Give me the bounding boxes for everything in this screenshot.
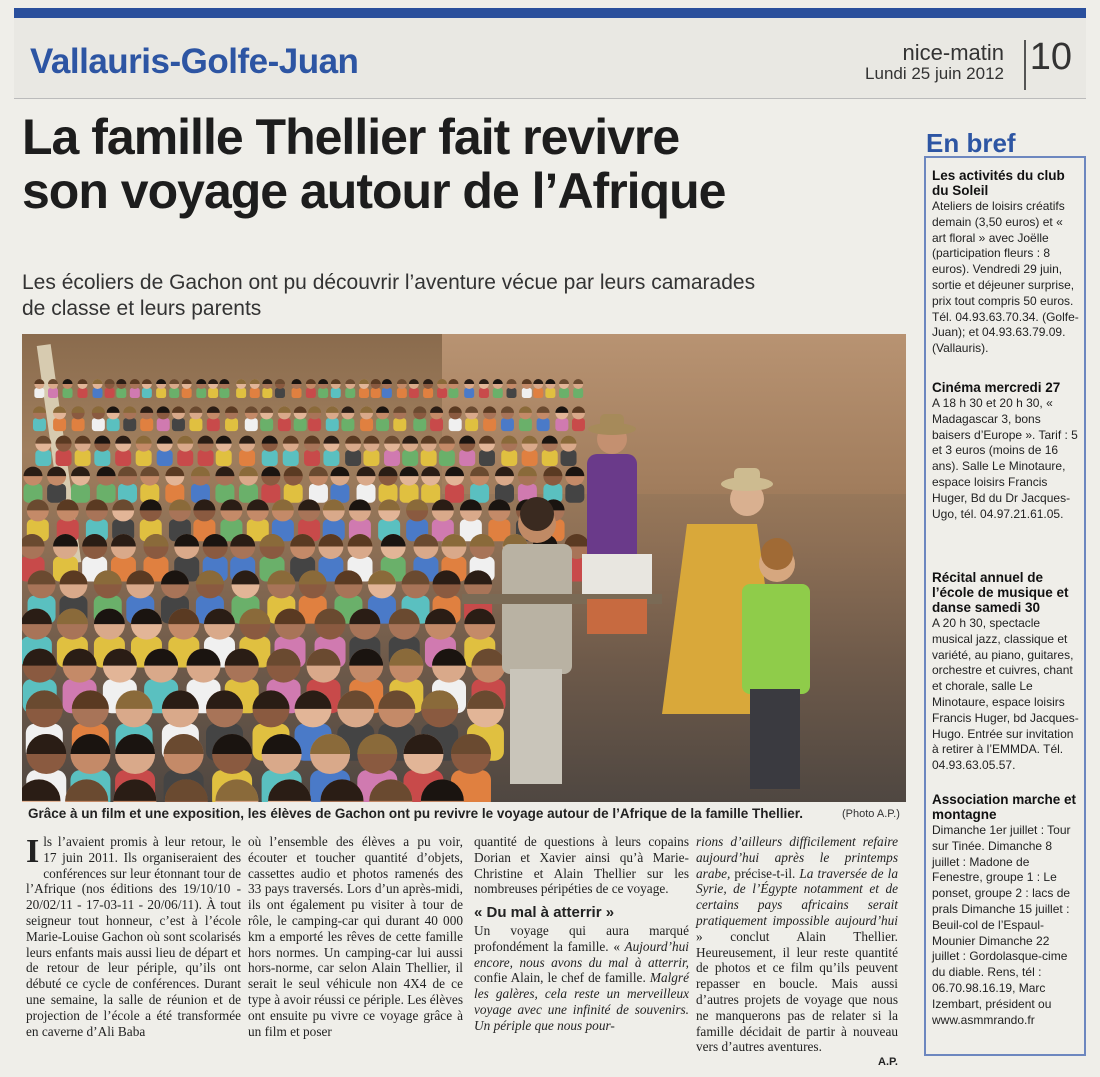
crowd-child-body: [397, 388, 407, 398]
column-3-text-c: confie Alain, le chef de famille.: [474, 970, 646, 986]
crowd-child-hair: [522, 379, 532, 384]
crowd-child-hair: [56, 436, 72, 444]
crowd-child-hair: [564, 534, 589, 547]
crowd-child-hair: [136, 436, 152, 444]
crowd-child-hair: [409, 379, 419, 384]
crowd-child-hair: [245, 406, 258, 413]
crowd-child-body: [196, 388, 206, 398]
article-headline: [22, 110, 912, 218]
crowd-child-hair: [561, 436, 577, 444]
crowd-child-body: [189, 418, 202, 431]
crowd-child-hair: [507, 379, 517, 384]
brief-text: Ateliers de loisirs créatifs demain (3,50 euros) et « art floral » avec Joëlle (participation fleurs : 8 euros). Vendredi 29 juin, sortie et déjeuner surprise, prix tout compris 50 euros. Tél. 04.93.63.70.34. (Golfe-Juan); et 04.93.63.79.09. (Vallauris).: [932, 199, 1079, 356]
crowd-child-hair: [318, 379, 328, 384]
column-2-text: où l’ensemble des élèves a pu voir, écouter et toucher quantité d’objets, cassettes audio et photos ramenés des 33 pays traversés. Lors d’un après-midi, ils ont également pu visiter à tour de rôle, le camping-car qui durant 40 000 km a emporté les rêves de cette famille hors normes. Un camping-car lui aussi hors-norme, car selon Alain Thellier, il serait le seul véhicule non 4X4 de ce type à avoir réussi ce périple. Les élèves ont ensuite pu vivre ce voyage grâce à un film et poser: [248, 834, 463, 1039]
crowd-child-hair: [402, 436, 418, 444]
crowd-child-body: [207, 418, 220, 431]
crowd-child-hair: [495, 467, 514, 477]
crowd-child-body: [216, 450, 232, 466]
crowd-child-hair: [93, 379, 103, 384]
article-column-2: [248, 834, 463, 1039]
crowd-child-hair: [479, 436, 495, 444]
crowd-child-body: [437, 388, 447, 398]
crowd-child-hair: [77, 379, 87, 384]
crowd-child-body: [157, 418, 170, 431]
brief-title: Les activités du club du Soleil: [932, 168, 1065, 198]
crowd-child-body: [169, 388, 179, 398]
crowd-child-hair: [501, 406, 514, 413]
crowd-child-hair: [142, 379, 152, 384]
crowd-child-hair: [537, 406, 550, 413]
crowd-child-body: [157, 450, 173, 466]
crowd-child-body: [459, 450, 475, 466]
crowd-child-hair: [363, 436, 379, 444]
brief-item: [932, 168, 1080, 357]
crowd-child-body: [545, 388, 555, 398]
crowd-child-hair: [239, 436, 255, 444]
crowd-child-hair: [533, 379, 543, 384]
crowd-child-body: [413, 418, 426, 431]
crowd-child-hair: [169, 379, 179, 384]
brief-item: [932, 792, 1080, 1028]
crowd-child-hair: [326, 406, 339, 413]
photo-credit: (Photo A.P.): [842, 808, 900, 820]
newspaper-name: nice-matin: [902, 40, 1004, 65]
crowd-child-body: [56, 450, 72, 466]
publication-date: Lundi 25 juin 2012: [865, 64, 1004, 83]
top-color-bar: [14, 8, 1086, 18]
crowd-child-hair: [156, 379, 166, 384]
crowd-child-body: [219, 388, 229, 398]
crowd-child-body: [448, 388, 458, 398]
crowd-child-body: [116, 388, 126, 398]
crowd-child-body: [94, 450, 110, 466]
crowd-child-hair: [123, 406, 136, 412]
crowd-child-hair: [207, 406, 220, 413]
crowd-child-body: [376, 418, 389, 431]
brief-text: A 20 h 30, spectacle musical jazz, classique et variété, au piano, guitares, orchestre et cuivres, chant et chorale, salle Le Minotaure, espace loisirs Francis Huger, bd Jacques-Hugo. Entrée sur invitation à retirer à l’EMMDA. Tél. 04.93.63.05.57.: [932, 616, 1079, 773]
brief-title: Cinéma mercredi 27: [932, 380, 1061, 395]
crowd-child-body: [107, 418, 120, 431]
crowd-child-body: [402, 450, 418, 466]
crowd-child-body: [483, 418, 496, 431]
crowd-child-body: [421, 484, 440, 503]
crowd-child-body: [465, 418, 478, 431]
drop-cap: I: [26, 833, 40, 870]
crowd-child-hair: [116, 379, 126, 384]
brief-text: A 18 h 30 et 20 h 30, « Madagascar 3, bons baisers d’Europe ». Tarif : 5 et 3 euros (moins de 16 ans). Salle Le Minotaure, espace loisirs Francis Huger, Bd du Dr Jacques-Ugo, tél. 04.97.21.61.05.: [932, 396, 1078, 521]
crowd-child-hair: [105, 379, 115, 384]
crowd-child-body: [537, 418, 550, 431]
crowd-child-hair: [445, 467, 464, 477]
crowd-child-hair: [63, 379, 73, 384]
crowd-child-hair: [278, 406, 291, 413]
crowd-child-body: [93, 388, 103, 398]
crowd-child-body: [439, 450, 455, 466]
crowd-child-hair: [448, 379, 458, 384]
crowd-child-body: [71, 484, 90, 503]
crowd-child-body: [304, 450, 320, 466]
crowd-child-body: [236, 388, 246, 398]
crowd-child-hair: [309, 467, 328, 476]
crowd-child-body: [245, 418, 258, 431]
crowd-child-hair: [545, 379, 555, 384]
crowd-child-hair: [182, 379, 192, 384]
crowd-child-body: [423, 388, 433, 398]
crowd-child-body: [172, 418, 185, 431]
crowd-child-hair: [323, 436, 339, 444]
crowd-child-hair: [382, 379, 392, 384]
crowd-child-hair: [262, 379, 272, 384]
column-4-text-b: » conclut Alain Thellier. Heureusement, il leur reste quantité de photos et ce film qu’ils peuvent repasser en boucle. Mais aussi d’autres projets de voyage que nous ne manquerons pas de relater si la famille décidait de partir à nouveau vers d’autres aventures.: [696, 928, 898, 1055]
column-4-quote-2: La traversée de la Syrie, de l’Égypte notamment et de certains pays africains serait pratiquement impossible aujourd’hui: [696, 865, 898, 928]
crowd-child-body: [430, 418, 443, 431]
crowd-child-hair: [275, 379, 285, 384]
crowd-child-hair: [459, 436, 475, 444]
page-number: 10: [1029, 36, 1072, 78]
intertitle: « Du mal à atterrir »: [474, 904, 615, 922]
brief-text: Dimanche 1er juillet : Tour sur Tinée. Dimanche 8 juillet : Madone de Fenestre, groupe 1 : Le ponset, groupe 2 : lacs de prals Dimanche 15 juillet : Beuil-col de l’Espaul-Mounier Dimanche 22 juillet : Gordolasque-cime du diable. Rens, tél : 06.70.98.16.19, Marc Izembart, président ou www.asmmrando.fr: [932, 823, 1071, 1027]
crowd-child-body: [559, 388, 569, 398]
crowd-child-body: [115, 450, 131, 466]
crowd-child-hair: [75, 436, 91, 444]
crowd-child-hair: [130, 379, 140, 384]
crowd-child-body: [493, 388, 503, 398]
crowd-child-body: [306, 388, 316, 398]
crowd-child-hair: [239, 467, 258, 477]
crowd-child-hair: [71, 467, 90, 477]
headline-line-2: son voyage autour de l’Afrique: [22, 163, 726, 219]
crowd-child-body: [130, 388, 140, 398]
crowd-child-body: [136, 450, 152, 466]
crowd-child-hair: [345, 436, 361, 444]
crowd-child-hair: [437, 379, 447, 384]
crowd-child-hair: [479, 379, 489, 384]
crowd-child-hair: [191, 467, 210, 477]
crowd-child-body: [225, 418, 238, 431]
crowd-child-body: [177, 450, 193, 466]
crowd-child-hair: [345, 379, 355, 384]
crowd-child-hair: [250, 379, 260, 384]
crowd-child-body: [105, 388, 115, 398]
crowd-child-hair: [157, 406, 170, 413]
crowd-child-hair: [341, 406, 354, 413]
brief-item: [932, 380, 1080, 522]
crowd-child-body: [421, 450, 437, 466]
crowd-child-hair: [33, 406, 46, 413]
crowd-child-body: [208, 388, 218, 398]
crowd-child-hair: [225, 406, 238, 413]
crowd-child-body: [326, 418, 339, 431]
crowd-child-body: [77, 388, 87, 398]
crowd-child-body: [323, 450, 339, 466]
crowd-child-hair: [196, 379, 206, 384]
crowd-child-body: [47, 484, 66, 503]
crowd-child-hair: [565, 467, 584, 477]
crowd-child-body: [284, 484, 303, 503]
crowd-child-hair: [470, 467, 489, 477]
crowd-child-hair: [208, 379, 218, 384]
crowd-child-hair: [292, 379, 302, 384]
crowd-child-body: [345, 388, 355, 398]
crowd-child-body: [360, 418, 373, 431]
crowd-child-body: [262, 388, 272, 398]
crowd-child-hair: [573, 379, 583, 384]
crowd-child-hair: [439, 436, 455, 444]
crowd-child-hair: [140, 467, 159, 477]
crowd-child-hair: [172, 406, 185, 413]
crowd-child-body: [501, 450, 517, 466]
crowd-child-body: [464, 388, 474, 398]
crowd-child-body: [278, 418, 291, 431]
crowd-child-hair: [543, 467, 562, 477]
crowd-child-body: [542, 450, 558, 466]
crowd-child-body: [182, 388, 192, 398]
crowd-child-body: [239, 450, 255, 466]
crowd-child-body: [123, 418, 136, 431]
article-column-1: [26, 834, 241, 1039]
crowd-child-hair: [260, 406, 273, 413]
crowd-child-body: [393, 418, 406, 431]
crowd-child-body: [72, 418, 85, 431]
crowd-child-hair: [283, 436, 299, 444]
crowd-child-body: [565, 484, 584, 503]
crowd-child-body: [331, 388, 341, 398]
crowd-child-body: [308, 418, 321, 431]
crowd-child-body: [250, 388, 260, 398]
crowd-child-body: [48, 388, 58, 398]
crowd-child-body: [507, 388, 517, 398]
crowd-child-body: [294, 418, 307, 431]
crowd-child-hair: [115, 436, 131, 444]
article-column-3: [474, 834, 689, 1034]
photo-caption: Grâce à un film et une exposition, les élèves de Gachon ont pu revivre le voyage autour de l’Afrique de la famille Thellier.: [28, 806, 803, 821]
crowd-child-hair: [421, 467, 440, 477]
crowd-child-body: [533, 388, 543, 398]
crowd-child-hair: [236, 379, 246, 384]
crowd-child-hair: [219, 379, 229, 384]
crowd-child-hair: [118, 467, 137, 477]
crowd-child-body: [92, 418, 105, 431]
crowd-child-hair: [449, 406, 462, 413]
crowd-child-hair: [483, 406, 496, 413]
crowd-child-hair: [53, 406, 66, 412]
crowd-child-hair: [360, 406, 373, 413]
crowd-child-body: [479, 388, 489, 398]
crowd-child-body: [522, 388, 532, 398]
crowd-child-hair: [430, 406, 443, 413]
crowd-child-hair: [157, 436, 173, 444]
crowd-child-hair: [423, 379, 433, 384]
column-3-quote-2: Malgré les galères, cela reste un merveilleux voyage avec une infinité de souvenirs. Un périple que nous pour-: [474, 970, 690, 1033]
crowd-child-hair: [493, 379, 503, 384]
crowd-child-hair: [177, 436, 193, 444]
crowd-child-body: [292, 388, 302, 398]
crowd-child-body: [445, 484, 464, 503]
crowd-child-body: [198, 450, 214, 466]
crowd-child-body: [555, 418, 568, 431]
crowd-child-hair: [34, 379, 44, 384]
crowd-child-body: [573, 388, 583, 398]
crowd-child-body: [363, 450, 379, 466]
crowd-child-hair: [359, 379, 369, 384]
crowd-child-hair: [518, 467, 537, 477]
crowd-child-body: [262, 450, 278, 466]
crowd-child-hair: [306, 379, 316, 384]
crowd-child-hair: [572, 406, 585, 413]
crowd-child-body: [156, 388, 166, 398]
crowd-child-body: [261, 484, 280, 503]
crowd-child-hair: [140, 406, 153, 413]
crowd-child-body: [345, 450, 361, 466]
crowd-child-body: [33, 418, 46, 431]
crowd-child-body: [260, 418, 273, 431]
crowd-child-hair: [308, 406, 321, 413]
crowd-child-hair: [357, 467, 376, 477]
headline-line-1: La famille Thellier fait revivre: [22, 109, 680, 165]
crowd-child-body: [449, 418, 462, 431]
presenter-figure: [587, 414, 637, 564]
crowd-child-hair: [97, 467, 116, 477]
article-subheadline: [22, 270, 912, 322]
crowd-child-body: [479, 450, 495, 466]
crowd-child-body: [572, 418, 585, 431]
crowd-child-hair: [371, 379, 381, 384]
crowd-child-hair: [92, 406, 105, 413]
crowd-child-body: [561, 450, 577, 466]
column-1-text: ls l’avaient promis à leur retour, le 17 juin 2011. Ils organiseraient des conférences sur leur étonnant tour de l’Afrique (nos éditions des 19/10/10 - 20/02/11 - 17-03-11 - 20/06/11). À tout seigneur tout honneur, c’est à l’école Marie-Louise Gachon où sont scolarisés leurs enfants mais aussi lieu de départ et de retour de leur périple, qu’ils ont débuté ce cycle de conférences. Durant une semaine, la salle de réunion et de projection de l’école a été transformée en caverne d’Ali Baba: [26, 834, 241, 1039]
crowd-child-hair: [47, 467, 66, 477]
crowd-child-body: [359, 388, 369, 398]
crowd-child-hair: [555, 406, 568, 413]
crowd-child-body: [522, 450, 538, 466]
crowd-child-body: [409, 388, 419, 398]
section-title: Vallauris-Golfe-Juan: [30, 42, 359, 81]
crowd-child-hair: [262, 436, 278, 444]
crowd-child-body: [283, 450, 299, 466]
crowd-child-body: [382, 388, 392, 398]
crowd-child-body: [53, 418, 66, 431]
crowd-child-hair: [261, 467, 280, 477]
crowd-child-body: [75, 450, 91, 466]
crowd-child-hair: [284, 467, 303, 477]
crowd-child-hair: [189, 406, 202, 413]
crowd-child-hair: [48, 379, 58, 384]
crowd-child-hair: [384, 436, 400, 444]
crowd-child-hair: [94, 436, 110, 444]
crowd-child-hair: [330, 467, 349, 477]
crowd-child-body: [275, 388, 285, 398]
page-header: [14, 18, 1086, 99]
brief-item: [932, 570, 1080, 774]
crowd-child-hair: [379, 467, 398, 477]
crowd-child-hair: [107, 406, 120, 413]
column-3-text-b: Un voyage qui aura marqué profondément la famille. «: [474, 922, 689, 954]
crowd-child-hair: [165, 467, 184, 477]
crowd-child-hair: [72, 406, 85, 413]
author-signature: A.P.: [878, 1056, 898, 1069]
crowd-child-hair: [421, 436, 437, 444]
crowd-child-hair: [331, 379, 341, 384]
crowd-child-hair: [522, 436, 538, 444]
brief-title: Association marche et montagne: [932, 792, 1077, 822]
crowd-child-hair: [24, 467, 43, 477]
crowd-child-hair: [198, 436, 214, 444]
crowd-child-body: [341, 418, 354, 431]
crowd-child-body: [142, 388, 152, 398]
subheadline-line-2: de classe et leurs parents: [22, 297, 262, 320]
crowd-child-hair: [304, 436, 320, 444]
crowd-child-hair: [215, 467, 234, 477]
crowd-child-body: [35, 450, 51, 466]
crowd-child-hair: [464, 379, 474, 384]
crowd-child-hair: [519, 406, 532, 413]
column-3-text-a: quantité de questions à leurs copains Dorian et Xavier ainsi qu’à Marie-Christine et Alain Thellier sur les nombreuses péripéties de ce voyage.: [474, 834, 689, 897]
crowd-child-hair: [216, 436, 232, 444]
crowd-child-hair: [393, 406, 406, 413]
column-3-quote-1: Aujourd’hui encore, nous avons du mal à atterrir,: [474, 938, 689, 970]
crowd-child-body: [34, 388, 44, 398]
en-bref-title: En bref: [926, 128, 1016, 158]
header-divider: [1024, 40, 1026, 90]
crowd-child-body: [371, 388, 381, 398]
crowd-child-hair: [397, 379, 407, 384]
crowd-child-hair: [294, 406, 307, 413]
column-4-quote-1: rions d’ailleurs difficilement refaire aujourd’hui après le printemps arabe,: [696, 834, 898, 881]
crowd-child-body: [519, 418, 532, 431]
article-photo: [22, 334, 906, 802]
crowd-child-hair: [400, 467, 419, 477]
crowd-child-body: [140, 418, 153, 431]
crowd-child-hair: [542, 436, 558, 444]
brief-title: Récital annuel de l’école de musique et danse samedi 30: [932, 570, 1069, 615]
crowd-child-hair: [35, 436, 51, 444]
crowd-child-hair: [501, 436, 517, 444]
crowd-child-hair: [413, 406, 426, 413]
crowd-child-body: [318, 388, 328, 398]
crowd-child-hair: [376, 406, 389, 413]
crowd-child-hair: [465, 406, 478, 413]
subheadline-line-1: Les écoliers de Gachon ont pu découvrir l’aventure vécue par leurs camarades: [22, 271, 756, 294]
crowd-child-hair: [559, 379, 569, 384]
column-4-text-a: précise-t-il.: [730, 865, 796, 881]
crowd-child-body: [63, 388, 73, 398]
article-column-4: [696, 834, 898, 1071]
photo-crowd-illustration: [22, 374, 906, 802]
crowd-child-body: [384, 450, 400, 466]
crowd-child-body: [501, 418, 514, 431]
